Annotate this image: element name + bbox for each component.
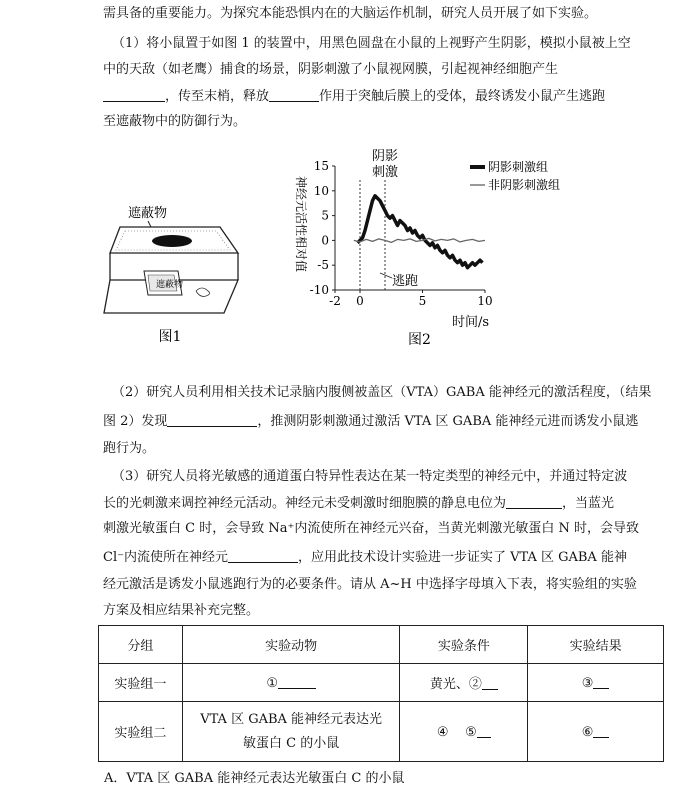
animal-text: 敏蛋白 C 的小鼠 <box>243 735 340 751</box>
legend-series-2: 非阴影刺激组 <box>488 178 561 192</box>
q3-line-4 <box>103 549 692 566</box>
answer-blank[interactable] <box>593 724 609 738</box>
fig2-annotation-shadow: 阴影 <box>372 149 399 164</box>
q1-text: ，传至末梢，释放 <box>165 89 270 104</box>
y-tick-label: -10 <box>309 283 329 297</box>
option-a: A．VTA 区 GABA 能神经元表达光敏蛋白 C 的小鼠 <box>104 771 405 786</box>
figure-1 <box>100 195 250 345</box>
experiment-table <box>98 625 664 762</box>
fig1-caption: 图1 <box>158 329 182 345</box>
q2-line-1: （2）研究人员利用相关技术记录脑内腹侧被盖区（VTA）GABA 能神经元的激活程度，（结果 <box>112 385 652 400</box>
condition-text: ④ ⑤ <box>436 724 477 740</box>
intro-line: 需具备的重要能力。为探究本能恐惧内在的大脑运作机制，研究人员开展了如下实验。 <box>103 6 598 21</box>
x-tick-label: -2 <box>329 294 341 308</box>
answer-blank[interactable] <box>506 495 562 509</box>
condition-cell[interactable] <box>400 664 528 702</box>
y-tick-label: -5 <box>317 258 329 273</box>
condition-cell[interactable] <box>400 702 528 762</box>
fig1-label-cover: 遮蔽物 <box>128 206 168 221</box>
animal-cell <box>182 702 400 762</box>
answer-blank[interactable] <box>269 88 319 102</box>
fig2-annotation-stimulus: 刺激 <box>372 165 399 180</box>
y-tick-label: 0 <box>321 233 329 248</box>
fig2-annotation-escape: 逃跑 <box>392 274 419 289</box>
q3-line-3: 刺激光敏蛋白 C 时，会导致 Na⁺内流使所在神经元兴奋，当黄光刺激光敏蛋白 N 时，会导致 <box>103 521 639 536</box>
q1-text: 作用于突触后膜上的受体，最终诱发小鼠产生逃跑 <box>319 89 606 104</box>
group-cell: 实验组二 <box>99 702 183 762</box>
shadow-disk <box>152 235 192 247</box>
table-row <box>99 664 664 702</box>
table-header-row <box>99 626 664 664</box>
answer-blank[interactable] <box>103 88 165 102</box>
q3-line-1: （3）研究人员将光敏感的通道蛋白特异性表达在某一特定类型的神经元中，并通过特定波 <box>112 469 628 484</box>
answer-blank[interactable] <box>482 676 498 690</box>
q1-line-3 <box>103 88 692 105</box>
answer-blank[interactable] <box>228 549 298 563</box>
blank-number: ③ <box>581 675 594 691</box>
x-tick-label: 5 <box>418 294 427 308</box>
fig2-xlabel: 时间/s <box>452 315 490 330</box>
q2-text: ，推测阴影刺激通过激活 VTA 区 GABA 能神经元进而诱发小鼠逃 <box>257 414 639 429</box>
condition-text: 黄光、② <box>429 677 482 692</box>
answer-blank[interactable] <box>167 413 257 427</box>
figure-2-chart <box>280 148 600 348</box>
legend-series-1: 阴影刺激组 <box>488 160 549 174</box>
q3-text: ，应用此技术设计实验进一步证实了 VTA 区 GABA 能神 <box>297 550 627 565</box>
fig2-caption: 图2 <box>408 332 431 348</box>
q3-text: ，当蓝光 <box>562 496 615 511</box>
q3-line-6: 方案及相应结果补充完整。 <box>103 603 260 618</box>
group-cell: 实验组一 <box>99 664 183 702</box>
animal-cell[interactable] <box>182 664 400 702</box>
answer-blank[interactable] <box>477 724 491 738</box>
table-header-cell: 实验条件 <box>400 626 528 664</box>
q1-line-2: 中的天敌（如老鹰）捕食的场景，阴影刺激了小鼠视网膜，引起视神经细胞产生 <box>103 62 559 77</box>
table-header-cell: 实验结果 <box>528 626 664 664</box>
animal-text: VTA 区 GABA 能神经元表达光 <box>200 711 383 727</box>
x-tick-label: 0 <box>356 294 364 308</box>
blank-number: ⑥ <box>581 724 594 740</box>
q3-line-2 <box>103 495 692 512</box>
table-row <box>99 702 664 762</box>
fig2-legend <box>470 159 560 192</box>
answer-blank[interactable] <box>278 675 316 689</box>
q3-text: Cl⁻内流使所在神经元 <box>103 550 228 565</box>
q3-text: 长的光刺激来调控神经元活动。神经元未受刺激时细胞膜的静息电位为 <box>103 496 507 511</box>
y-tick-label: 5 <box>321 208 329 223</box>
result-cell[interactable] <box>528 664 664 702</box>
fig2-ylabel: 神经元活性相对值 <box>294 175 308 273</box>
y-tick-label: 10 <box>313 183 329 198</box>
q2-line-2 <box>103 413 692 430</box>
answer-blank[interactable] <box>593 675 609 689</box>
fig1-mouse-box-label: 遮蔽物 <box>156 280 184 290</box>
q1-line-4: 至遮蔽物中的防御行为。 <box>103 114 247 129</box>
q2-text: 图 2）发现 <box>103 414 168 429</box>
series-line-1 <box>358 196 483 268</box>
y-tick-label: 15 <box>313 159 329 173</box>
x-tick-label: 10 <box>477 294 493 308</box>
q2-line-3: 跑行为。 <box>103 441 156 456</box>
q3-line-5: 经元激活是诱发小鼠逃跑行为的必要条件。请从 A~H 中选择字母填入下表，将实验组的实验 <box>103 577 637 592</box>
q1-line-1: （1）将小鼠置于如图 1 的装置中，用黑色圆盘在小鼠的上视野产生阴影，模拟小鼠被上空 <box>112 36 631 51</box>
table-header-cell: 分组 <box>99 626 183 664</box>
blank-number: ① <box>266 675 278 691</box>
table-header-cell: 实验动物 <box>182 626 400 664</box>
result-cell[interactable] <box>528 702 664 762</box>
